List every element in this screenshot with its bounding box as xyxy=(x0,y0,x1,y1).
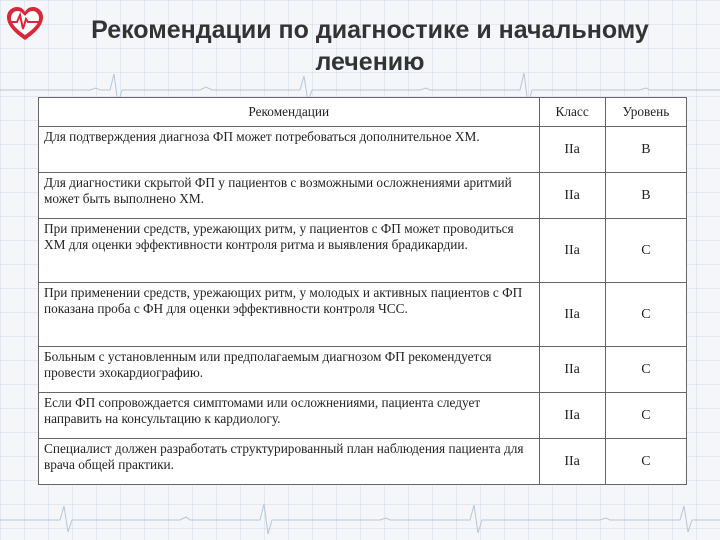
table-row xyxy=(39,127,687,173)
table-row xyxy=(39,347,687,393)
page-title-line-1: Рекомендации по диагностике и начальному xyxy=(91,16,649,44)
level-value: C xyxy=(605,283,686,347)
class-value: IIa xyxy=(539,347,605,393)
header-recommendations: Рекомендации xyxy=(39,98,540,127)
level-value: C xyxy=(605,439,686,485)
page-title-line-2: лечению xyxy=(315,48,425,76)
class-value: IIa xyxy=(539,283,605,347)
table-header-row xyxy=(39,98,687,127)
recommendations-table xyxy=(38,97,687,485)
class-value: IIa xyxy=(539,219,605,283)
ecg-trace-decoration xyxy=(0,500,720,540)
class-value: IIa xyxy=(539,439,605,485)
level-value: C xyxy=(605,347,686,393)
header-class: Класс xyxy=(539,98,605,127)
header-level: Уровень xyxy=(605,98,686,127)
recommendation-text: Для диагностики скрытой ФП у пациентов с возможными осложнениями аритмий может быть выполнено ХМ. xyxy=(39,173,540,219)
recommendation-text: Больным с установленным или предполагаемым диагнозом ФП рекомендуется провести эхокардиографию. xyxy=(39,347,540,393)
class-value: IIa xyxy=(539,127,605,173)
level-value: C xyxy=(605,393,686,439)
level-value: B xyxy=(605,127,686,173)
recommendation-text: Специалист должен разработать структурированный план наблюдения пациента для врача общей практики. xyxy=(39,439,540,485)
page-title xyxy=(40,14,700,78)
recommendation-text: При применении средств, урежающих ритм, у молодых и активных пациентов с ФП показана проба с ФН для оценки эффективности контроля ЧСС. xyxy=(39,283,540,347)
class-value: IIa xyxy=(539,173,605,219)
recommendation-text: Для подтверждения диагноза ФП может потребоваться дополнительное ХМ. xyxy=(39,127,540,173)
table-row xyxy=(39,393,687,439)
level-value: B xyxy=(605,173,686,219)
class-value: IIa xyxy=(539,393,605,439)
table-row xyxy=(39,173,687,219)
level-value: C xyxy=(605,219,686,283)
recommendation-text: При применении средств, урежающих ритм, у пациентов с ФП может проводиться ХМ для оценки эффективности контроля ритма и выявления брадикардии. xyxy=(39,219,540,283)
table-row xyxy=(39,283,687,347)
table-row xyxy=(39,439,687,485)
recommendation-text: Если ФП сопровождается симптомами или осложнениями, пациента следует направить на консультацию к кардиологу. xyxy=(39,393,540,439)
table-row xyxy=(39,219,687,283)
